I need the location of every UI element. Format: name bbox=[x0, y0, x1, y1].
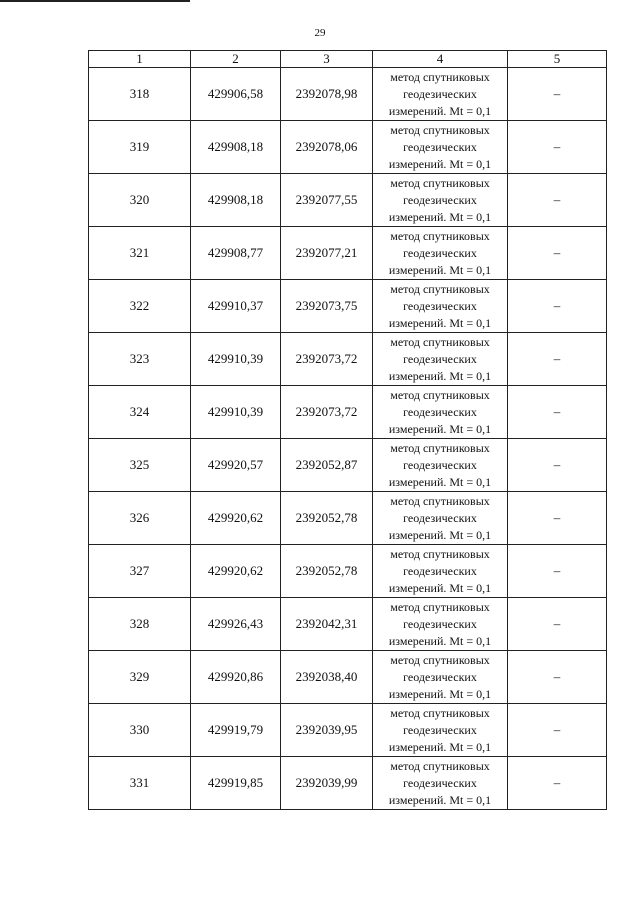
coordinate-x: 429920,62 bbox=[191, 545, 281, 598]
column-header-3: 3 bbox=[281, 51, 373, 68]
point-number: 328 bbox=[89, 598, 191, 651]
column-header-1: 1 bbox=[89, 51, 191, 68]
coordinate-x: 429926,43 bbox=[191, 598, 281, 651]
point-number: 325 bbox=[89, 439, 191, 492]
measurement-method: метод спутниковых геодезических измерений. Mt = 0,1 bbox=[373, 598, 508, 651]
coordinate-x: 429910,37 bbox=[191, 280, 281, 333]
column-header-4: 4 bbox=[373, 51, 508, 68]
header-row bbox=[89, 51, 607, 68]
note: – bbox=[508, 174, 607, 227]
measurement-method: метод спутниковых геодезических измерений. Mt = 0,1 bbox=[373, 333, 508, 386]
measurement-method: метод спутниковых геодезических измерений. Mt = 0,1 bbox=[373, 439, 508, 492]
table-row bbox=[89, 439, 607, 492]
measurement-method: метод спутниковых геодезических измерений. Mt = 0,1 bbox=[373, 121, 508, 174]
column-header-5: 5 bbox=[508, 51, 607, 68]
table-row bbox=[89, 545, 607, 598]
note: – bbox=[508, 68, 607, 121]
note: – bbox=[508, 492, 607, 545]
measurement-method: метод спутниковых геодезических измерений. Mt = 0,1 bbox=[373, 757, 508, 810]
coordinate-y: 2392038,40 bbox=[281, 651, 373, 704]
note: – bbox=[508, 386, 607, 439]
note: – bbox=[508, 333, 607, 386]
note: – bbox=[508, 704, 607, 757]
point-number: 326 bbox=[89, 492, 191, 545]
note: – bbox=[508, 227, 607, 280]
measurement-method: метод спутниковых геодезических измерений. Mt = 0,1 bbox=[373, 545, 508, 598]
coordinate-x: 429906,58 bbox=[191, 68, 281, 121]
point-number: 323 bbox=[89, 333, 191, 386]
table-header bbox=[89, 51, 607, 68]
table-row bbox=[89, 492, 607, 545]
coordinate-x: 429919,79 bbox=[191, 704, 281, 757]
coordinate-x: 429920,62 bbox=[191, 492, 281, 545]
point-number: 321 bbox=[89, 227, 191, 280]
point-number: 320 bbox=[89, 174, 191, 227]
note: – bbox=[508, 757, 607, 810]
coordinate-y: 2392077,55 bbox=[281, 174, 373, 227]
coordinate-y: 2392039,99 bbox=[281, 757, 373, 810]
table-row bbox=[89, 174, 607, 227]
coordinate-x: 429920,86 bbox=[191, 651, 281, 704]
measurement-method: метод спутниковых геодезических измерений. Mt = 0,1 bbox=[373, 492, 508, 545]
coordinate-x: 429910,39 bbox=[191, 386, 281, 439]
note: – bbox=[508, 545, 607, 598]
table-body bbox=[89, 68, 607, 810]
table-row bbox=[89, 704, 607, 757]
coordinates-table bbox=[88, 50, 607, 810]
coordinate-y: 2392039,95 bbox=[281, 704, 373, 757]
note: – bbox=[508, 280, 607, 333]
measurement-method: метод спутниковых геодезических измерений. Mt = 0,1 bbox=[373, 227, 508, 280]
measurement-method: метод спутниковых геодезических измерений. Mt = 0,1 bbox=[373, 68, 508, 121]
coordinate-y: 2392073,72 bbox=[281, 333, 373, 386]
coordinate-x: 429919,85 bbox=[191, 757, 281, 810]
point-number: 319 bbox=[89, 121, 191, 174]
point-number: 318 bbox=[89, 68, 191, 121]
coordinate-y: 2392052,78 bbox=[281, 492, 373, 545]
coordinate-x: 429910,39 bbox=[191, 333, 281, 386]
note: – bbox=[508, 598, 607, 651]
table-row bbox=[89, 386, 607, 439]
table-row bbox=[89, 121, 607, 174]
note: – bbox=[508, 439, 607, 492]
table-row bbox=[89, 598, 607, 651]
page-number: 29 bbox=[314, 27, 326, 39]
coordinate-y: 2392052,78 bbox=[281, 545, 373, 598]
point-number: 327 bbox=[89, 545, 191, 598]
note: – bbox=[508, 651, 607, 704]
coordinate-y: 2392052,87 bbox=[281, 439, 373, 492]
coordinate-x: 429908,18 bbox=[191, 174, 281, 227]
coordinate-y: 2392042,31 bbox=[281, 598, 373, 651]
measurement-method: метод спутниковых геодезических измерений. Mt = 0,1 bbox=[373, 651, 508, 704]
note: – bbox=[508, 121, 607, 174]
measurement-method: метод спутниковых геодезических измерений. Mt = 0,1 bbox=[373, 174, 508, 227]
top-rule bbox=[0, 0, 190, 2]
coordinate-y: 2392073,72 bbox=[281, 386, 373, 439]
coordinate-y: 2392073,75 bbox=[281, 280, 373, 333]
table-row bbox=[89, 68, 607, 121]
point-number: 324 bbox=[89, 386, 191, 439]
measurement-method: метод спутниковых геодезических измерений. Mt = 0,1 bbox=[373, 280, 508, 333]
coordinate-y: 2392078,06 bbox=[281, 121, 373, 174]
point-number: 330 bbox=[89, 704, 191, 757]
point-number: 322 bbox=[89, 280, 191, 333]
table-row bbox=[89, 280, 607, 333]
measurement-method: метод спутниковых геодезических измерений. Mt = 0,1 bbox=[373, 704, 508, 757]
coordinate-y: 2392077,21 bbox=[281, 227, 373, 280]
coordinate-x: 429908,18 bbox=[191, 121, 281, 174]
coordinate-y: 2392078,98 bbox=[281, 68, 373, 121]
table-row bbox=[89, 757, 607, 810]
table-row bbox=[89, 333, 607, 386]
measurement-method: метод спутниковых геодезических измерений. Mt = 0,1 bbox=[373, 386, 508, 439]
coordinate-x: 429908,77 bbox=[191, 227, 281, 280]
column-header-2: 2 bbox=[191, 51, 281, 68]
point-number: 329 bbox=[89, 651, 191, 704]
point-number: 331 bbox=[89, 757, 191, 810]
table-row bbox=[89, 227, 607, 280]
table-row bbox=[89, 651, 607, 704]
coordinate-x: 429920,57 bbox=[191, 439, 281, 492]
